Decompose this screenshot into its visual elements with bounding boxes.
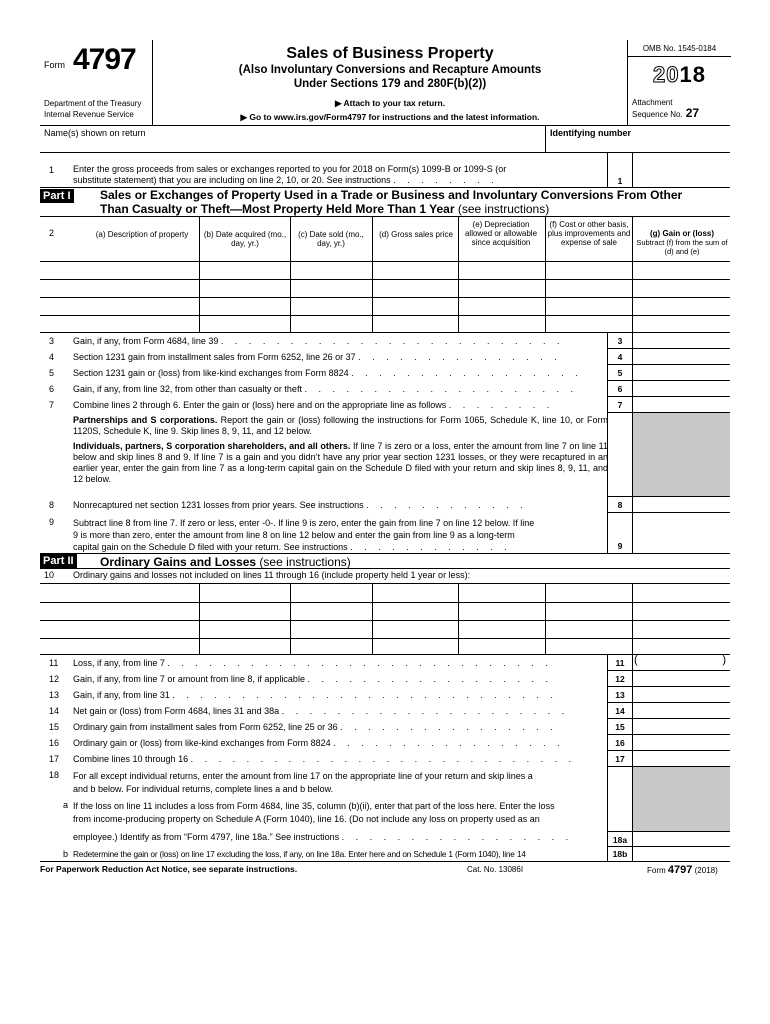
column-divider <box>199 584 200 654</box>
column-f-header: (f) Cost or other basis, plus improvements and expense of sale <box>547 220 631 247</box>
line-10-text: Ordinary gains and losses not included on lines 11 through 16 (include property held 1 year or less): <box>73 570 471 580</box>
line-number: 17 <box>49 754 60 764</box>
line-9-box: 9 <box>607 513 632 553</box>
form-header <box>40 40 730 126</box>
leader-dots: . . . . . . . . <box>393 175 499 185</box>
line-1-amount[interactable] <box>632 153 730 187</box>
leader-dots: . . . . . . . . . . . . . . . . <box>340 722 558 732</box>
line-7-amount[interactable] <box>632 397 730 413</box>
form-page <box>40 40 730 876</box>
line-18-text-b: and b below. For individual returns, complete lines a and b below. <box>73 784 334 794</box>
part-1-note: (see instructions) <box>457 202 550 216</box>
line-1-box: 1 <box>607 153 632 187</box>
name-label: Name(s) shown on return <box>44 128 146 138</box>
line-4-box: 4 <box>607 349 632 365</box>
line-9-text-b: 9 is more than zero, enter the amount from line 8 on line 12 below and enter the gain from line 9 as a long-term <box>73 530 515 540</box>
line-6-box: 6 <box>607 381 632 397</box>
line-18a-text <box>73 800 608 826</box>
line-number: 18 <box>49 770 60 780</box>
line-3-row <box>40 333 730 349</box>
line-number: 16 <box>49 738 60 748</box>
leader-dots: . . . . . . . . . . . . . . . . . <box>341 832 573 842</box>
line-17-row <box>40 751 730 767</box>
part-2-label: Part II <box>40 554 77 568</box>
year-solid: 18 <box>679 62 706 87</box>
form-title: Sales of Business Property <box>286 45 494 62</box>
note-1-heading: Partnerships and S corporations. <box>73 415 218 425</box>
leader-dots: . . . . . . . . . . . . . . . <box>358 352 562 362</box>
line-18a-text-1: If the loss on line 11 includes a loss from Form 4684, line 35, column (b)(ii), enter that part of the loss here. Enter the loss <box>73 801 555 811</box>
sequence-number: 27 <box>685 106 700 120</box>
line-5-box: 5 <box>607 365 632 381</box>
line-3-amount[interactable] <box>632 333 730 349</box>
line-number: 11 <box>49 658 59 668</box>
leader-dots: . . . . . . . . . . . . . . . . . . . . . . . . . <box>220 336 564 346</box>
line-17-amount[interactable] <box>632 751 730 767</box>
line-7-notes-text <box>73 415 608 485</box>
line-number: 9 <box>49 517 55 527</box>
line-number: 8 <box>49 500 55 510</box>
table-row-line <box>40 638 730 639</box>
line-number: 2 <box>49 228 55 238</box>
line-7-notes <box>40 413 730 497</box>
catalog-number: Cat. No. 13086I <box>467 865 524 874</box>
line-number: 3 <box>49 336 55 346</box>
line-7-text: Combine lines 2 through 6. Enter the gain or (loss) here and on the appropriate line as follows <box>73 400 447 410</box>
table-row-line <box>40 261 730 262</box>
line-11-box: 11 <box>607 655 632 671</box>
line-number: 1 <box>49 165 55 175</box>
id-label: Identifying number <box>550 128 631 138</box>
column-divider <box>632 584 633 654</box>
footer-form-word: Form <box>647 866 666 875</box>
line-17-text: Combine lines 10 through 16 <box>73 754 189 764</box>
line-18a-label: a <box>63 800 69 810</box>
line-18-row <box>40 767 730 831</box>
department <box>44 98 141 120</box>
form-word: Form <box>44 60 65 70</box>
name-field[interactable] <box>44 128 146 138</box>
line-18-text <box>73 770 608 796</box>
line-1-text-b: substitute statement) that you are including on line 2, 10, or 20. See instructions <box>73 175 391 185</box>
line-number: 5 <box>49 368 55 378</box>
line-6-row <box>40 381 730 397</box>
line-15-amount[interactable] <box>632 719 730 735</box>
line-7-row <box>40 397 730 413</box>
line-13-row <box>40 687 730 703</box>
table-row-line <box>40 279 730 280</box>
line-3-box: 3 <box>607 333 632 349</box>
line-8-text: Nonrecaptured net section 1231 losses from prior years. See instructions <box>73 500 364 510</box>
line-18a-text-2: from income-producing property on Schedule A (Form 1040), line 16. (Do not include any loss on property used as an <box>73 814 540 824</box>
part-1-label: Part I <box>40 189 74 203</box>
table-row-line <box>40 620 730 621</box>
line-13-amount[interactable] <box>632 687 730 703</box>
line-5-text: Section 1231 gain or (loss) from like-kind exchanges from Form 8824 <box>73 368 349 378</box>
line-8-box: 8 <box>607 497 632 513</box>
omb-block <box>627 40 730 125</box>
column-divider <box>372 584 373 654</box>
omb-number: OMB No. 1545-0184 <box>628 40 731 57</box>
title-block <box>153 40 627 125</box>
line-11-amount[interactable] <box>632 655 730 671</box>
line-12-box: 12 <box>607 671 632 687</box>
line-9-text-c: capital gain on the Schedule D filed with your return. See instructions <box>73 542 348 552</box>
line-9-text-a: Subtract line 8 from line 7. If zero or less, enter -0-. If line 9 is zero, enter the gain from line 7 on line 12 below. If line <box>73 518 535 528</box>
line-18a-text-3: employee.) Identify as from “Form 4797, line 18a.” See instructions <box>73 832 340 842</box>
dept-line-2: Internal Revenue Service <box>44 110 134 119</box>
line-12-text: Gain, if any, from line 7 or amount from line 8, if applicable <box>73 674 305 684</box>
line-18b-box: 18b <box>607 847 632 861</box>
line-18b-row <box>40 847 730 862</box>
column-b-header: (b) Date acquired (mo., day, yr.) <box>203 230 287 248</box>
line-number: 13 <box>49 690 60 700</box>
shaded-box <box>607 767 632 831</box>
line-15-box: 15 <box>607 719 632 735</box>
line-14-row <box>40 703 730 719</box>
leader-dots: . . . . . . . . . . . . <box>350 542 512 552</box>
leader-dots: . . . . . . . . . . . . . . . . . . . . . <box>281 706 569 716</box>
line-number: 10 <box>44 570 55 580</box>
line-4-text: Section 1231 gain from installment sales from Form 6252, line 26 or 37 <box>73 352 356 362</box>
line-1-text <box>73 164 613 186</box>
website-instruction: ▶ Go to www.irs.gov/Form4797 for instructions and the latest information. <box>240 112 540 122</box>
line-4-amount[interactable] <box>632 349 730 365</box>
footer-form-year: (2018) <box>694 866 718 875</box>
line-18a-box: 18a <box>607 831 632 847</box>
dept-line-1: Department of the Treasury <box>44 99 142 108</box>
line-15-row <box>40 719 730 735</box>
line-5-amount[interactable] <box>632 365 730 381</box>
column-g-title: (g) Gain or (loss) <box>650 229 714 238</box>
line-number: 14 <box>49 706 60 716</box>
column-g-header <box>634 229 730 256</box>
column-a-header: (a) Description of property <box>95 230 189 239</box>
part-1-header <box>40 187 730 217</box>
leader-dots: . . . . . . . . . . . . . . . . . . . . . . . . . . . . <box>190 754 576 764</box>
table-row-line <box>40 297 730 298</box>
note-1-text: Report the gain or (loss) following the instructions for Form 1065, Schedule K, line 10, or Form 1120S, Schedule K, line 9. Skip lines 8, 9, 11, and 12 below. <box>73 415 608 436</box>
column-divider <box>458 584 459 654</box>
table-row-line <box>40 315 730 316</box>
line-7-box: 7 <box>607 397 632 413</box>
column-c-header: (c) Date sold (mo., day, yr.) <box>298 230 364 248</box>
footer-form-id <box>647 864 718 876</box>
identifying-number-field[interactable] <box>545 126 635 152</box>
line-16-text: Ordinary gain or (loss) from like-kind exchanges from Form 8824 <box>73 738 331 748</box>
table-row-line <box>40 602 730 603</box>
attachment-sequence <box>632 97 699 120</box>
line-number: 6 <box>49 384 55 394</box>
line-5-row <box>40 365 730 381</box>
form-footer <box>40 862 730 876</box>
line-12-row <box>40 671 730 687</box>
note-2-heading: Individuals, partners, S corporation shareholders, and all others. <box>73 441 351 451</box>
line-18b-text: Redetermine the gain or (loss) on line 17 excluding the loss, if any, on line 18a. Enter here and on Schedule 1 (Form 1040), line 14 <box>73 849 526 859</box>
note-2-text: If line 7 is zero or a loss, enter the amount from line 7 on line 11 below and skip lines 8 and 9. If line 7 is a gain and you didn’t have any prior year section 1231 losses, or they were recaptured in an earlier year, enter the gain from line 7 as a long-term capital gain on the Schedule D filed with your return and skip lines 8, 9, 11, and 12 below. <box>73 441 608 484</box>
line-11-row <box>40 655 730 671</box>
line-14-amount[interactable] <box>632 703 730 719</box>
leader-dots: . . . . . . . . . . . . . . . . . . . . . . . . . . . . <box>172 690 558 700</box>
lines-3-7 <box>40 333 730 553</box>
line-10-row <box>40 569 730 583</box>
line-1-row <box>40 153 730 187</box>
paren-close: ) <box>722 654 726 666</box>
sequence-label: Sequence No. <box>632 110 683 119</box>
line-18a-amount[interactable] <box>632 831 730 847</box>
attachment-label: Attachment <box>632 98 673 107</box>
part-1-title-b: Than Casualty or Theft—Most Property Held More Than 1 Year <box>100 202 455 216</box>
part-1-property-table <box>40 217 730 333</box>
line-4-row <box>40 349 730 365</box>
paren-open: ( <box>634 654 638 666</box>
year-outline: 20 <box>653 62 680 87</box>
form-number: 4797 <box>73 43 136 76</box>
form-id-block <box>40 40 153 125</box>
line-18b-label: b <box>63 849 69 859</box>
leader-dots: . . . . . . . . <box>448 400 554 410</box>
form-subtitle-1: (Also Involuntary Conversions and Recapture Amounts <box>238 64 542 76</box>
line-number: 15 <box>49 722 60 732</box>
line-16-box: 16 <box>607 735 632 751</box>
leader-dots: . . . . . . . . . . . . . . . . . . . . . . . . . . . . <box>167 658 553 668</box>
line-16-row <box>40 735 730 751</box>
line-8-row <box>40 497 730 513</box>
part-2-note: (see instructions) <box>259 555 351 569</box>
line-17-box: 17 <box>607 751 632 767</box>
column-d-header: (d) Gross sales price <box>379 230 453 239</box>
line-6-amount[interactable] <box>632 381 730 397</box>
line-9-amount[interactable] <box>632 513 730 553</box>
name-row <box>40 126 730 153</box>
line-18a-row <box>40 831 730 847</box>
line-16-amount[interactable] <box>632 735 730 751</box>
column-e-header: (e) Depreciation allowed or allowable since acquisition <box>464 220 538 247</box>
line-6-text: Gain, if any, from line 32, from other than casualty or theft <box>73 384 302 394</box>
line-8-amount[interactable] <box>632 497 730 513</box>
line-11-text: Loss, if any, from line 7 <box>73 658 165 668</box>
tax-year <box>628 62 731 88</box>
line-number: 7 <box>49 400 55 410</box>
column-divider <box>545 584 546 654</box>
line-18b-amount[interactable] <box>632 847 730 861</box>
line-14-box: 14 <box>607 703 632 719</box>
leader-dots: . . . . . . . . . . . . . . . . . <box>333 738 565 748</box>
line-13-box: 13 <box>607 687 632 703</box>
paperwork-notice: For Paperwork Reduction Act Notice, see separate instructions. <box>40 864 298 874</box>
shaded-box <box>607 413 632 497</box>
leader-dots: . . . . . . . . . . . . . . . . . . . . <box>304 384 578 394</box>
footer-form-number: 4797 <box>667 864 693 876</box>
leader-dots: . . . . . . . . . . . . <box>366 500 528 510</box>
line-18-text-a: For all except individual returns, enter the amount from line 17 on the appropriate line of your return and skip lines a <box>73 771 533 781</box>
line-number: 12 <box>49 674 60 684</box>
column-divider <box>290 584 291 654</box>
part-1-title <box>100 188 682 216</box>
form-subtitle-2: Under Sections 179 and 280F(b)(2)) <box>293 78 487 90</box>
line-3-text: Gain, if any, from Form 4684, line 39 <box>73 336 219 346</box>
part-2-header <box>40 553 730 569</box>
line-9-row <box>40 513 730 553</box>
leader-dots: . . . . . . . . . . . . . . . . . . <box>307 674 553 684</box>
shaded-area <box>632 767 730 831</box>
leader-dots: . . . . . . . . . . . . . . . . . <box>351 368 583 378</box>
part-2-title: Ordinary Gains and Losses <box>100 555 257 569</box>
shaded-area <box>632 413 730 497</box>
line-9-text <box>73 517 608 553</box>
lines-11-17 <box>40 655 730 862</box>
line-14-text: Net gain or (loss) from Form 4684, lines 31 and 38a <box>73 706 280 716</box>
line-1-text-a: Enter the gross proceeds from sales or exchanges reported to you for 2018 on Form(s) 1099-B or 1099-S (or <box>73 164 507 174</box>
attach-instruction: ▶ Attach to your tax return. <box>334 98 446 108</box>
line-12-amount[interactable] <box>632 671 730 687</box>
part-1-title-a: Sales or Exchanges of Property Used in a Trade or Business and Involuntary Conversions From Other <box>100 188 683 202</box>
line-13-text: Gain, if any, from line 31 <box>73 690 170 700</box>
part-2-property-table <box>40 583 730 655</box>
line-15-text: Ordinary gain from installment sales from Form 6252, line 25 or 36 <box>73 722 338 732</box>
column-g-subtitle: Subtract (f) from the sum of (d) and (e) <box>636 238 728 256</box>
line-number: 4 <box>49 352 55 362</box>
